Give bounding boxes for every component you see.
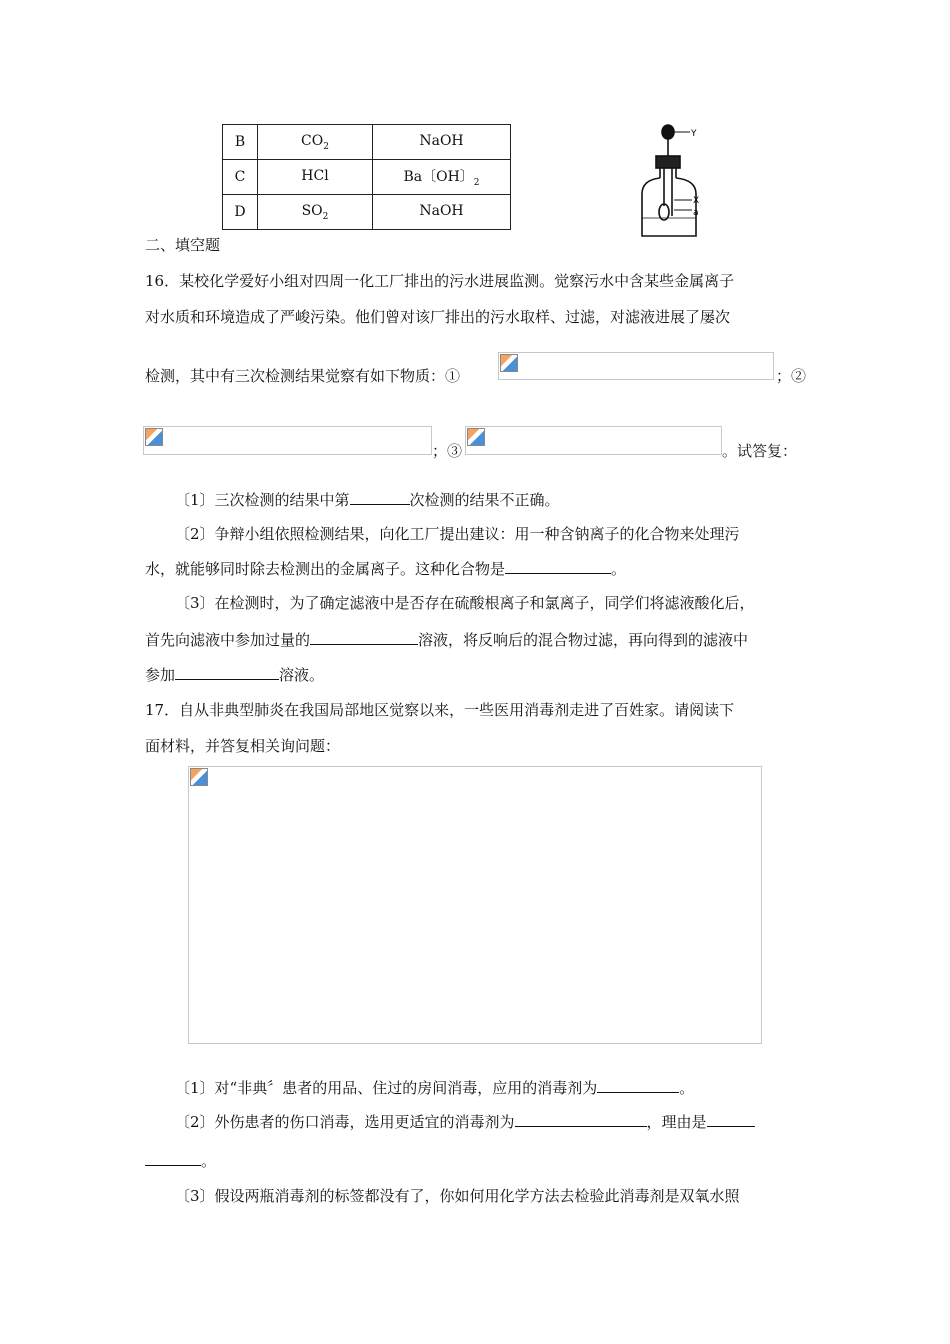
q16-part-3-line-1: 〔3〕在检测时，为了确定滤液中是否存在硫酸根离子和氯离子，同学们将滤液酸化后， bbox=[175, 594, 755, 612]
q17-part-3: 〔3〕假设两瓶消毒剂的标签都没有了，你如何用化学方法去检验此消毒剂是双氧水照 bbox=[175, 1187, 740, 1205]
answer-blank[interactable] bbox=[350, 490, 410, 505]
table-row bbox=[223, 125, 511, 160]
q16-part-2-line-2: 水，就能够同时除去检测出的金属离子。这种化合物是 。 bbox=[145, 560, 627, 578]
formula-image-2 bbox=[143, 426, 432, 455]
q17-part-1: 〔1〕对“非典〞患者的用品、住过的房间消毒，应用的消毒剂为 。 bbox=[175, 1079, 695, 1097]
answer-blank[interactable] bbox=[145, 1151, 201, 1166]
table-row bbox=[223, 195, 511, 230]
gas-cell: $CO_2$ bbox=[258, 125, 373, 160]
broken-image-icon bbox=[145, 428, 163, 446]
formula-image-3 bbox=[465, 426, 722, 455]
gas-bottle-apparatus-diagram bbox=[630, 118, 710, 242]
broken-image-icon bbox=[190, 768, 208, 786]
answer-blank[interactable] bbox=[515, 1112, 647, 1127]
material-image bbox=[188, 766, 762, 1044]
table-row bbox=[223, 160, 511, 195]
label-x: X bbox=[693, 196, 700, 206]
q16-part-2-line-1: 〔2〕争辩小组依照检测结果，向化工厂提出建议：用一种含钠离子的化合物来处理污 bbox=[175, 525, 740, 543]
q17-part-2: 〔2〕外伤患者的伤口消毒，选用更适宜的消毒剂为 ，理由是 bbox=[175, 1111, 755, 1132]
gas-cell: $SO_2$ bbox=[258, 195, 373, 230]
q16-line-3 bbox=[145, 365, 460, 386]
q16-part-3-line-2: 首先向滤液中参加过量的 溶液，将反响后的混合物过滤，再向得到的滤液中 bbox=[145, 631, 749, 649]
q17-line-1: 17．自从非典型肺炎在我国局部地区觉察以来，一些医用消毒剂走进了百姓家。请阅读下 bbox=[145, 701, 735, 719]
answer-blank[interactable] bbox=[310, 630, 418, 645]
option-label: C bbox=[223, 160, 258, 195]
answer-blank[interactable] bbox=[707, 1112, 755, 1127]
broken-image-icon bbox=[500, 354, 518, 372]
q16-part-1: 〔1〕三次检测的结果中第 次检测的结果不正确。 bbox=[175, 491, 560, 509]
q16-sep-3: ；③ bbox=[432, 442, 463, 460]
formula-image-1 bbox=[498, 352, 774, 380]
option-label: D bbox=[223, 195, 258, 230]
answer-blank[interactable] bbox=[505, 559, 611, 574]
liquid-cell: NaOH bbox=[373, 125, 511, 160]
label-a: a bbox=[693, 208, 699, 218]
q16-part-3-line-3: 参加 溶液。 bbox=[145, 666, 325, 684]
q16-line-3-text: 检测，其中有三次检测结果觉察有如下物质：① bbox=[145, 367, 461, 385]
section-title: 二、填空题 bbox=[145, 236, 221, 254]
options-table bbox=[222, 124, 511, 230]
answer-blank[interactable] bbox=[597, 1078, 679, 1093]
gas-cell: HCl bbox=[258, 160, 373, 195]
option-label: B bbox=[223, 125, 258, 160]
q17-part-2-cont: 。 bbox=[145, 1150, 216, 1171]
broken-image-icon bbox=[467, 428, 485, 446]
q17-line-2: 面材料，并答复相关询问题： bbox=[145, 737, 341, 755]
q16-line-2: 对水质和环境造成了严峻污染。他们曾对该厂排出的污水取样、过滤，对滤液进展了屡次 bbox=[145, 308, 731, 326]
liquid-cell: Ba〔OH〕$_2$ bbox=[373, 160, 511, 195]
label-y: Y bbox=[691, 129, 697, 139]
q16-line-1: 16．某校化学爱好小组对四周一化工厂排出的污水进展监测。觉察污水中含某些金属离子 bbox=[145, 272, 735, 290]
answer-blank[interactable] bbox=[175, 665, 279, 680]
q16-line-4-end: 。试答复： bbox=[722, 442, 798, 460]
q16-sep-2: ；② bbox=[776, 367, 807, 385]
liquid-cell: NaOH bbox=[373, 195, 511, 230]
